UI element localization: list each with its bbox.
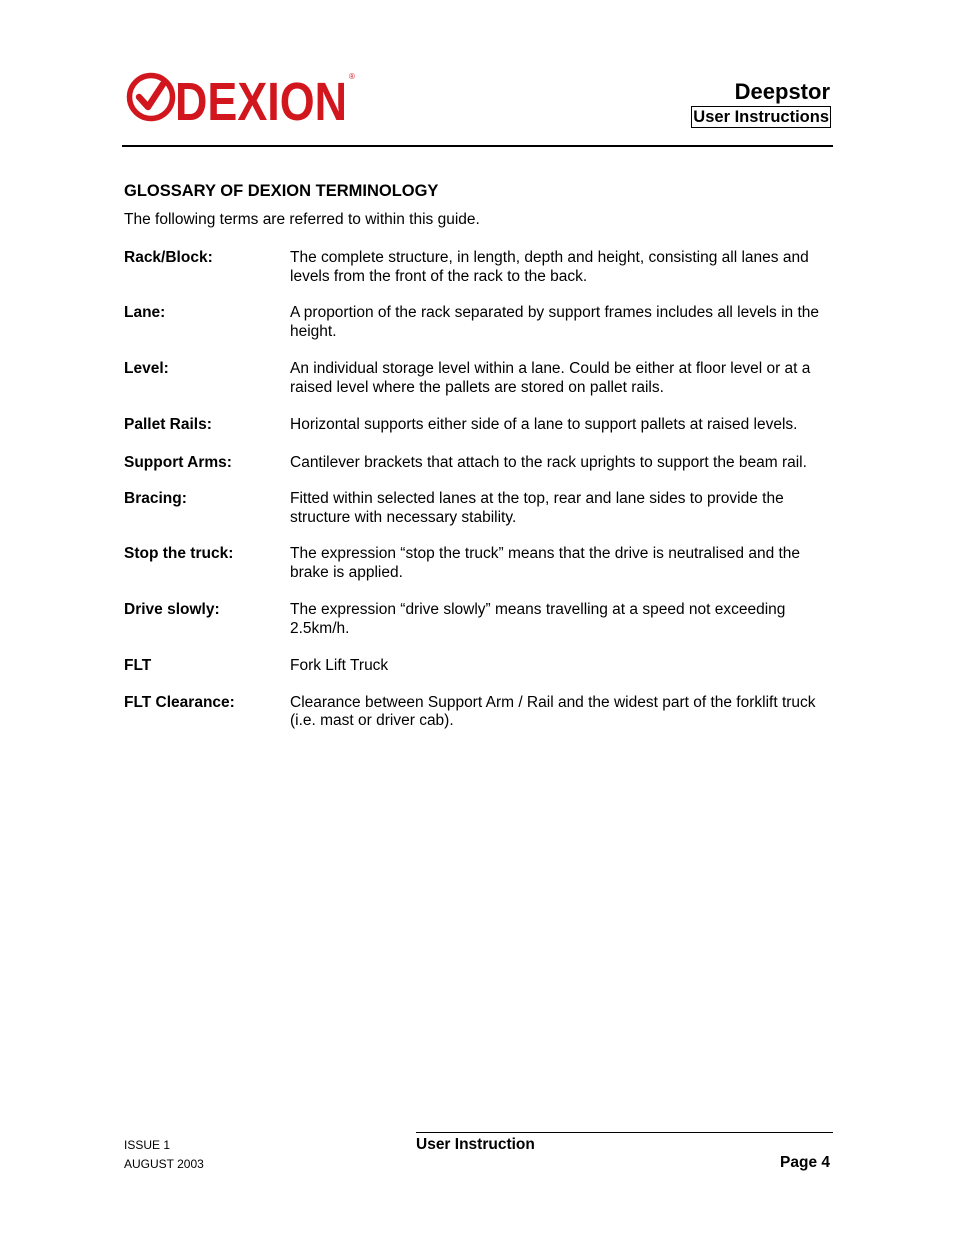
glossary-term: Bracing: bbox=[124, 490, 187, 507]
glossary-definition: An individual storage level within a lane. Could be either at floor level or at a raised level where the pallets are stored on pallet rails. bbox=[290, 360, 811, 396]
glossary-term: Drive slowly: bbox=[124, 601, 220, 618]
glossary-entry bbox=[124, 416, 834, 435]
registered-mark: ® bbox=[349, 72, 355, 81]
section-intro: The following terms are referred to within this guide. bbox=[124, 211, 480, 228]
glossary-entry bbox=[124, 454, 834, 473]
dexion-logo bbox=[126, 70, 358, 124]
glossary-definition: The complete structure, in length, depth and height, consisting all lanes and levels from the front of the rack to the back. bbox=[290, 249, 809, 285]
glossary-term: Rack/Block: bbox=[124, 249, 213, 266]
glossary-entry bbox=[124, 304, 834, 341]
document-title: Deepstor bbox=[734, 79, 830, 104]
glossary-definition: Fork Lift Truck bbox=[290, 657, 389, 674]
glossary-definition: Cantilever brackets that attach to the rack uprights to support the beam rail. bbox=[290, 453, 807, 471]
logo-wordmark: DEXION bbox=[175, 72, 347, 124]
glossary-term: Pallet Rails: bbox=[124, 416, 212, 433]
glossary-term: Stop the truck: bbox=[124, 545, 234, 562]
glossary-entry bbox=[124, 694, 834, 731]
glossary-definition: Fitted within selected lanes at the top, rear and lane sides to provide the structure with necessary stability. bbox=[290, 490, 784, 526]
glossary-entry bbox=[124, 601, 834, 638]
glossary-definition: The expression “stop the truck” means that the drive is neutralised and the brake is applied. bbox=[290, 545, 801, 581]
glossary-list bbox=[124, 249, 834, 731]
glossary-entry bbox=[124, 657, 834, 676]
glossary-definition: Clearance between Support Arm / Rail and the widest part of the forklift truck (i.e. mast or driver cab). bbox=[290, 693, 816, 729]
footer-title: User Instruction bbox=[416, 1136, 535, 1153]
glossary-definition: A proportion of the rack separated by support frames includes all levels in the height. bbox=[290, 304, 820, 340]
checkmark-icon bbox=[139, 84, 163, 107]
glossary-entry bbox=[124, 545, 834, 582]
glossary-entry bbox=[124, 249, 834, 286]
footer-issue: ISSUE 1 bbox=[124, 1138, 171, 1152]
document-subtitle: User Instructions bbox=[693, 108, 829, 126]
glossary-term: Support Arms: bbox=[124, 453, 232, 471]
glossary-term: FLT bbox=[124, 657, 152, 674]
glossary-definition: Horizontal supports either side of a lane to support pallets at raised levels. bbox=[290, 416, 798, 433]
section-heading: GLOSSARY OF DEXION TERMINOLOGY bbox=[124, 182, 439, 200]
glossary-term: Level: bbox=[124, 360, 169, 377]
glossary-entry bbox=[124, 490, 834, 527]
header-divider bbox=[122, 145, 833, 147]
glossary-definition: The expression “drive slowly” means travelling at a speed not exceeding 2.5km/h. bbox=[290, 601, 786, 637]
footer-divider bbox=[416, 1132, 833, 1133]
glossary-term: FLT Clearance: bbox=[124, 693, 235, 711]
footer-date: AUGUST 2003 bbox=[124, 1157, 204, 1171]
page-number: Page 4 bbox=[780, 1154, 830, 1171]
glossary-term: Lane: bbox=[124, 304, 166, 321]
glossary-entry bbox=[124, 360, 834, 397]
